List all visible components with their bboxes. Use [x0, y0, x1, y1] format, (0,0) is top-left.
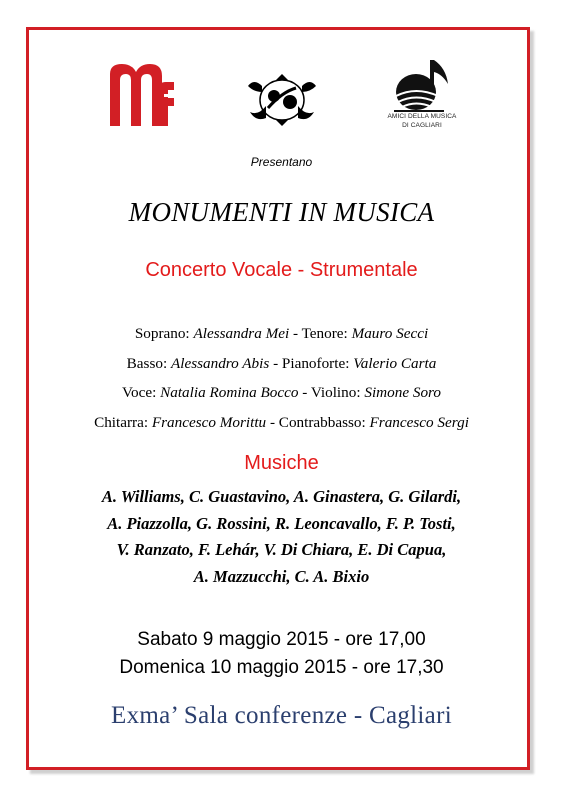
performer-line	[0, 349, 563, 379]
seal-emblem-icon	[246, 72, 318, 128]
performer-name: Natalia Romina Bocco	[160, 384, 299, 401]
performer-name: Francesco Morittu	[151, 413, 267, 431]
event-dates	[0, 626, 563, 682]
performer-role: - Tenore:	[289, 325, 352, 342]
performer-name: Mauro Secci	[351, 325, 429, 342]
amici-caption-line1: AMICI DELLA MUSICA	[387, 113, 457, 120]
performer-line	[0, 378, 563, 408]
event-venue: Exma’ Sala conferenze - Cagliari	[111, 702, 452, 729]
amici-logo-caption	[380, 112, 464, 130]
performer-name: Francesco Sergi	[369, 413, 469, 431]
mf-logo-icon	[108, 60, 176, 128]
composers-line: V. Ranzato, F. Lehár, V. Di Chiara, E. Di Capua,	[116, 540, 447, 559]
performers-list	[0, 319, 563, 437]
performer-role: Voce:	[122, 384, 161, 401]
performer-name: Alessandra Mei	[193, 325, 290, 342]
performer-name: Simone Soro	[364, 384, 441, 401]
poster-subtitle: Concerto Vocale - Strumentale	[145, 259, 418, 281]
performer-line	[0, 319, 563, 349]
performer-role: Soprano:	[134, 325, 194, 342]
performer-name: Valerio Carta	[353, 354, 437, 372]
performer-role: - Pianoforte:	[269, 354, 354, 372]
musiche-heading: Musiche	[244, 452, 319, 474]
performer-role: - Violino:	[298, 384, 365, 401]
composers-line: A. Williams, C. Guastavino, A. Ginastera, G. Gilardi,	[101, 487, 462, 506]
presentano-text: Presentano	[250, 155, 313, 169]
performer-name: Alessandro Abis	[170, 354, 270, 372]
performer-role: Basso:	[126, 354, 171, 372]
performer-role: Chitarra:	[94, 413, 152, 431]
amici-caption-line2: DI CAGLIARI	[402, 122, 442, 129]
performer-line	[0, 408, 563, 438]
event-date-line: Domenica 10 maggio 2015 - ore 17,30	[119, 657, 444, 678]
composers-list	[0, 484, 563, 590]
composers-line: A. Piazzolla, G. Rossini, R. Leoncavallo, F. P. Tosti,	[107, 513, 456, 533]
performer-role: - Contrabbasso:	[266, 413, 370, 431]
poster-title: MONUMENTI IN MUSICA	[128, 197, 435, 227]
composers-line: A. Mazzucchi, C. A. Bixio	[193, 566, 370, 586]
event-date-line: Sabato 9 maggio 2015 - ore 17,00	[137, 629, 426, 650]
